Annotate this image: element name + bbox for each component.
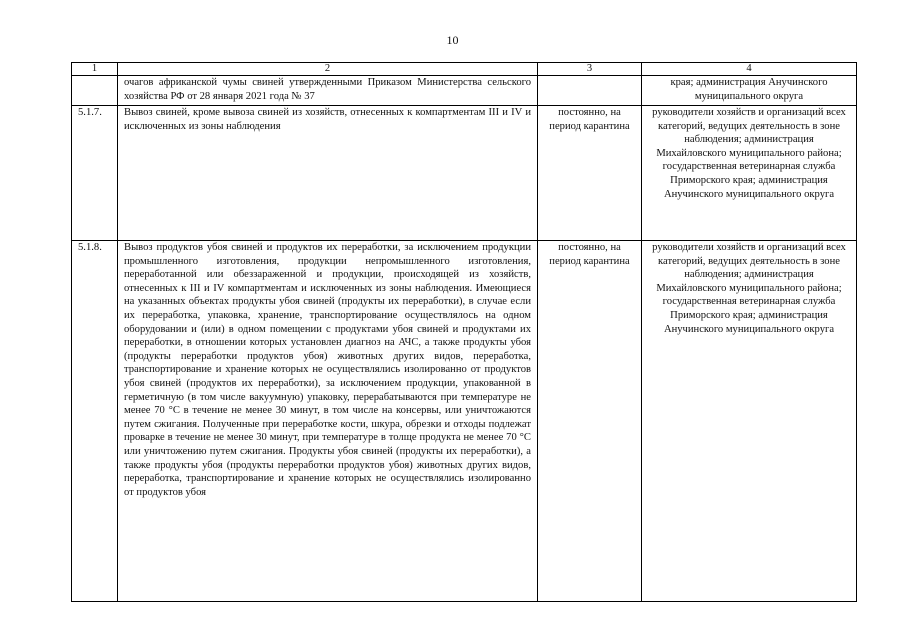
column-header-4: 4 [642,63,857,76]
measure-text: Вывоз продуктов убоя свиней и продуктов их переработки, за исключением продукции промышленного изготовления, продукции непромышленного изготовления, переработанной или обеззараженной и продукции, происходящей из хозяйств, отнесенных к III и IV компартментам и исключенных из зоны наблюдения. Имеющиеся на указанных объектах продукты убоя свиней (продукты их переработки), в случае если их переработка, упаковка, хранение, транспортирование осуществлялось на одном оборудовании и (или) в одном помещении с продуктами убоя свиней и продуктами их переработки, в отношении которых установлен диагноз на АЧС, а также продукты убоя (продукты переработки продуктов убоя) животных других видов, переработка, транспортирование и хранение которых не осуществлялись изолированно от продуктов убоя свиней (продуктов их переработки), за исключением продукции, упакованной в герметичную (в том числе вакуумную) упаковку, перерабатываются при температуре не менее 70 °С в течение не менее 30 минут, в том числе на консервы, или уничтожаются путем сжигания. Полученные при переработке кости, шкура, обрезки и отходы подлежат проварке в течение не менее 30 минут, при температуре в толще продукта не менее 70 °С или уничтожению путем сжигания. Продукты убоя свиней (продукты их переработки), а также продукты убоя (продукты переработки продуктов убоя) животных других видов, переработка, транспортирование и хранение которых не осуществлялись изолированно от продуктов убоя [118,241,538,602]
item-number: 5.1.8. [72,241,118,602]
table-row [72,241,857,602]
measure-period: постоянно, на период карантина [538,241,642,602]
measure-responsible: руководители хозяйств и организаций всех категорий, ведущих деятельность в зоне наблюдения; администрация Михайловского муниципального района; государственная ветеринарная служба Приморского края; администрация Анучинского муниципального округа [642,106,857,241]
item-number: 5.1.7. [72,106,118,241]
table-header-row [72,63,857,76]
column-header-2: 2 [118,63,538,76]
measure-period [538,76,642,106]
measure-period: постоянно, на период карантина [538,106,642,241]
table-row [72,76,857,106]
measures-table [71,62,857,602]
item-number [72,76,118,106]
measure-text: Вывоз свиней, кроме вывоза свиней из хозяйств, отнесенных к компартментам III и IV и исключенных из зоны наблюдения [118,106,538,241]
measure-text: очагов африканской чумы свиней утвержденными Приказом Министерства сельского хозяйства РФ от 28 января 2021 года № 37 [118,76,538,106]
table-row [72,106,857,241]
column-header-3: 3 [538,63,642,76]
column-header-1: 1 [72,63,118,76]
page-number: 10 [446,33,459,47]
measure-responsible: края; администрация Анучинского муниципального округа [642,76,857,106]
measure-responsible: руководители хозяйств и организаций всех категорий, ведущих деятельность в зоне наблюдения; администрация Михайловского муниципального района; государственная ветеринарная служба Приморского края; администрация Анучинского муниципального округа [642,241,857,602]
